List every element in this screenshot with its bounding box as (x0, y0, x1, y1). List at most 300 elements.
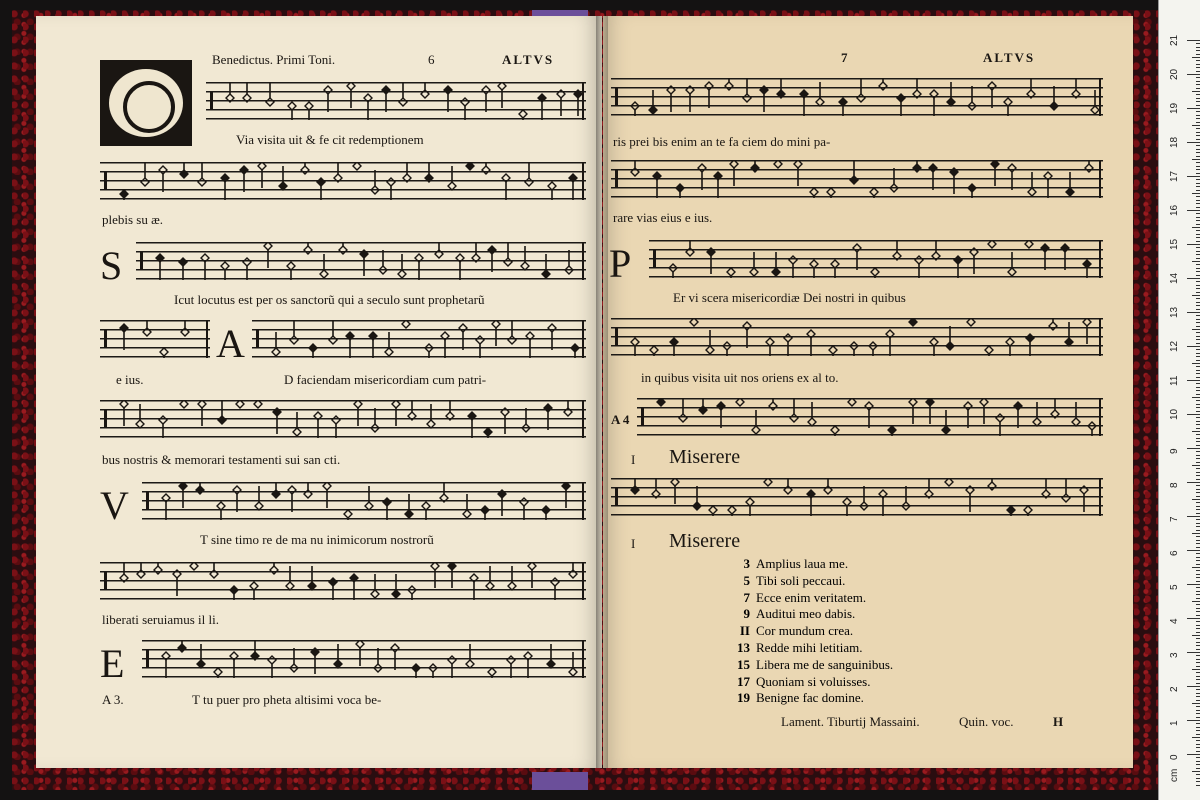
ruler-minor-tick (1196, 128, 1200, 129)
note-head (1041, 244, 1049, 252)
initial-S: S (100, 243, 123, 288)
note-head (425, 344, 433, 352)
note-head (1008, 164, 1016, 172)
ruler-minor-tick (1196, 557, 1200, 558)
ruler-minor-tick (1196, 506, 1200, 507)
ruler-minor-tick (1192, 159, 1200, 160)
ruler-number: 17 (1169, 170, 1180, 182)
notes-7 (100, 562, 586, 600)
note-head (179, 258, 187, 266)
ruler-minor-tick (1196, 662, 1200, 663)
note-head (371, 590, 379, 598)
ruler-minor-tick (1196, 404, 1200, 405)
note-head (266, 98, 274, 106)
ruler-minor-tick (1196, 747, 1200, 748)
note-head (159, 416, 167, 424)
ruler-minor-tick (1196, 247, 1200, 248)
ruler-minor-tick (1196, 71, 1200, 72)
note-head (831, 260, 839, 268)
note-head (308, 582, 316, 590)
note-head (670, 338, 678, 346)
note-head (649, 106, 657, 114)
ruler-minor-tick (1196, 560, 1200, 561)
voice-mark-left: A 3. (102, 692, 124, 707)
ruler-minor-tick (1192, 567, 1200, 568)
ruler-minor-tick (1196, 84, 1200, 85)
note-head (816, 98, 824, 106)
note-head (210, 570, 218, 578)
note-head (886, 330, 894, 338)
ruler-minor-tick (1196, 785, 1200, 786)
ruler-tick (1187, 618, 1200, 619)
staff-r6 (611, 478, 1103, 516)
ruler-minor-tick (1196, 608, 1200, 609)
note-head (743, 322, 751, 330)
ruler-minor-tick (1196, 438, 1200, 439)
ruler-number: 6 (1169, 550, 1180, 556)
note-head (504, 258, 512, 266)
ruler-tick (1187, 414, 1200, 415)
ruler-minor-tick (1196, 200, 1200, 201)
ruler-tick (1187, 278, 1200, 279)
clef-mark (615, 488, 618, 506)
ruler-minor-tick (1196, 77, 1200, 78)
note-head (574, 90, 582, 98)
note-head (243, 94, 251, 102)
note-head (160, 348, 168, 356)
note-head (686, 248, 694, 256)
note-head (925, 490, 933, 498)
note-head (707, 248, 715, 256)
note-head (631, 102, 639, 110)
note-head (486, 582, 494, 590)
ruler-minor-tick (1196, 693, 1200, 694)
bar-line (1099, 78, 1101, 116)
note-head (736, 398, 744, 406)
note-head (197, 660, 205, 668)
ruler-minor-tick (1196, 740, 1200, 741)
verse-text: Auditui meo dabis. (756, 606, 856, 622)
ruler-minor-tick (1196, 60, 1200, 61)
ruler-minor-tick (1196, 526, 1200, 527)
note-head (542, 270, 550, 278)
ruler-minor-tick (1196, 234, 1200, 235)
note-head (967, 318, 975, 326)
note-head (441, 332, 449, 340)
ruler-minor-tick (1196, 54, 1200, 55)
note-head (760, 86, 768, 94)
lyric-7: liberati seruiamus il li. (102, 612, 219, 627)
notes-r6 (611, 478, 1103, 516)
note-head (824, 486, 832, 494)
note-head (425, 174, 433, 182)
ruler-minor-tick (1196, 319, 1200, 320)
ruler-minor-tick (1196, 778, 1200, 779)
initial-P: P (609, 241, 632, 286)
note-head (988, 482, 996, 490)
note-head (709, 506, 717, 514)
ruler-minor-tick (1192, 601, 1200, 602)
ruler-minor-tick (1196, 696, 1200, 697)
note-head (482, 86, 490, 94)
ruler-minor-tick (1196, 111, 1200, 112)
ruler-minor-tick (1196, 581, 1200, 582)
ruler-minor-tick (1196, 530, 1200, 531)
ornamental-initial (100, 60, 192, 146)
note-head (240, 166, 248, 174)
staff-r1 (611, 78, 1103, 116)
note-head (288, 486, 296, 494)
note-head (1042, 490, 1050, 498)
ruler-minor-tick (1196, 383, 1200, 384)
note-head (653, 172, 661, 180)
ruler-minor-tick (1196, 757, 1200, 758)
note-head (305, 102, 313, 110)
lyric-3: Icut locutus est per os sanctorũ qui a seculo sunt prophetarũ (174, 292, 485, 307)
note-head (860, 502, 868, 510)
ruler-minor-tick (1196, 509, 1200, 510)
note-head (669, 264, 677, 272)
ruler-minor-tick (1196, 689, 1200, 690)
note-head (371, 186, 379, 194)
note-head (354, 400, 362, 408)
ruler-minor-tick (1196, 472, 1200, 473)
staff-5 (100, 400, 586, 438)
note-head (1007, 506, 1015, 514)
ruler-minor-tick (1196, 489, 1200, 490)
ruler-minor-tick (1196, 166, 1200, 167)
ruler-tick (1187, 210, 1200, 211)
note-head (964, 402, 972, 410)
note-head (706, 346, 714, 354)
note-head (723, 342, 731, 350)
note-head (954, 256, 962, 264)
lyric-8: T tu puer pro pheta altisimi voca be- (192, 692, 382, 707)
note-head (1091, 106, 1099, 114)
note-head (214, 668, 222, 676)
left-header-title: Benedictus. Primi Toni. (212, 52, 336, 67)
ruler-number: 9 (1169, 448, 1180, 454)
note-head (850, 342, 858, 350)
ruler-minor-tick (1196, 105, 1200, 106)
ruler-minor-tick (1192, 227, 1200, 228)
ruler-minor-tick (1196, 356, 1200, 357)
ruler-minor-tick (1196, 774, 1200, 775)
ruler-number: 19 (1169, 102, 1180, 114)
ruler-minor-tick (1196, 564, 1200, 565)
ruler-minor-tick (1196, 411, 1200, 412)
ruler-minor-tick (1196, 761, 1200, 762)
ruler-minor-tick (1192, 499, 1200, 500)
note-head (800, 90, 808, 98)
clef-mark (615, 88, 618, 106)
note-head (476, 336, 484, 344)
notes-4b (252, 320, 586, 358)
note-head (226, 94, 234, 102)
ruler-minor-tick (1196, 547, 1200, 548)
note-head (141, 178, 149, 186)
ruler-number: 12 (1169, 340, 1180, 352)
voice-mark-right: A 4 (611, 412, 630, 427)
ruler-minor-tick (1196, 50, 1200, 51)
ruler-minor-tick (1196, 101, 1200, 102)
ruler-minor-tick (1196, 700, 1200, 701)
ruler-tick (1187, 40, 1200, 41)
note-head (422, 502, 430, 510)
note-head (448, 182, 456, 190)
note-head (784, 486, 792, 494)
verse-number: 9 (743, 606, 750, 622)
note-head (538, 94, 546, 102)
ruler-minor-tick (1196, 139, 1200, 140)
lyric-r6: Miserere (669, 530, 741, 552)
ruler-minor-tick (1196, 302, 1200, 303)
ruler-minor-tick (1196, 186, 1200, 187)
note-head (865, 402, 873, 410)
ruler-minor-tick (1196, 598, 1200, 599)
ruler-minor-tick (1196, 264, 1200, 265)
ruler-minor-tick (1196, 591, 1200, 592)
verse-row (722, 674, 893, 691)
note-head (258, 162, 266, 170)
clef-mark (104, 572, 107, 590)
note-head (446, 412, 454, 420)
note-head (365, 502, 373, 510)
ruler-minor-tick (1196, 190, 1200, 191)
ruler-minor-tick (1196, 349, 1200, 350)
ruler-minor-tick (1196, 230, 1200, 231)
note-head (448, 656, 456, 664)
ruler-number: 10 (1169, 408, 1180, 420)
note-head (190, 562, 198, 570)
note-head (120, 574, 128, 582)
note-head (383, 498, 391, 506)
note-head (334, 660, 342, 668)
staff-1 (206, 82, 586, 120)
note-head (498, 490, 506, 498)
note-head (255, 502, 263, 510)
note-head (178, 644, 186, 652)
notes-1 (206, 82, 586, 120)
note-head (156, 254, 164, 262)
bar-line (1099, 318, 1101, 356)
staff-6 (142, 482, 586, 520)
note-head (915, 256, 923, 264)
note-head (909, 398, 917, 406)
note-head (746, 498, 754, 506)
note-head (631, 338, 639, 346)
note-head (947, 98, 955, 106)
ruler-minor-tick (1196, 621, 1200, 622)
note-head (557, 90, 565, 98)
ruler-minor-tick (1196, 156, 1200, 157)
note-head (323, 482, 331, 490)
ruler-minor-tick (1196, 275, 1200, 276)
notes-r5 (637, 398, 1103, 436)
note-head (435, 250, 443, 258)
note-head (304, 490, 312, 498)
note-head (794, 160, 802, 168)
ruler-minor-tick (1192, 363, 1200, 364)
ruler-minor-tick (1192, 431, 1200, 432)
note-head (790, 414, 798, 422)
note-head (893, 252, 901, 260)
note-head (444, 86, 452, 94)
note-head (421, 90, 429, 98)
note-head (1028, 188, 1036, 196)
clef-mark (140, 252, 143, 270)
ruler-minor-tick (1196, 519, 1200, 520)
note-head (272, 490, 280, 498)
note-head (392, 400, 400, 408)
note-head (461, 98, 469, 106)
ruler-minor-tick (1196, 387, 1200, 388)
note-head (429, 664, 437, 672)
note-head (329, 578, 337, 586)
ruler-minor-tick (1196, 553, 1200, 554)
ruler-minor-tick (1196, 645, 1200, 646)
note-head (398, 270, 406, 278)
ruler-minor-tick (1196, 540, 1200, 541)
note-head (569, 668, 577, 676)
note-head (456, 254, 464, 262)
note-head (789, 256, 797, 264)
ruler-minor-tick (1196, 373, 1200, 374)
verse-row (722, 640, 893, 657)
note-head (371, 424, 379, 432)
note-head (254, 400, 262, 408)
note-head (334, 174, 342, 182)
ruler-minor-tick (1196, 768, 1200, 769)
ruler-minor-tick (1196, 523, 1200, 524)
lyric-1: Via visita uit & fe cit redemptionem (236, 132, 424, 147)
note-head (714, 172, 722, 180)
lyric-5: bus nostris & memorari testamenti sui san cti. (102, 452, 341, 467)
note-head (385, 348, 393, 356)
ruler-number: 13 (1169, 306, 1180, 318)
ruler-number: 8 (1169, 482, 1180, 488)
ruler-number: 0 (1169, 754, 1180, 760)
note-head (279, 182, 287, 190)
note-head (810, 188, 818, 196)
ruler-minor-tick (1196, 781, 1200, 782)
ribbon-bottom (532, 772, 588, 790)
note-head (769, 402, 777, 410)
staff-r3 (649, 240, 1103, 278)
staff-4a (100, 320, 210, 358)
book-gutter (596, 16, 608, 768)
ruler-number: 4 (1169, 618, 1180, 624)
note-head (273, 408, 281, 416)
ruler-tick (1187, 720, 1200, 721)
note-head (926, 398, 934, 406)
ruler-number: 20 (1169, 68, 1180, 80)
ruler-minor-tick (1196, 285, 1200, 286)
lyric-r1: ris prei bis enim an te fa ciem do mini pa- (613, 134, 831, 149)
note-head (466, 660, 474, 668)
note-head (293, 428, 301, 436)
staff-3 (136, 242, 586, 280)
ruler-minor-tick (1196, 115, 1200, 116)
note-head (774, 160, 782, 168)
ruler-tick (1187, 550, 1200, 551)
note-head (1083, 260, 1091, 268)
ruler-minor-tick (1196, 292, 1200, 293)
ruler-tick (1187, 176, 1200, 177)
ruler-minor-tick (1192, 533, 1200, 534)
note-head (871, 268, 879, 276)
notes-r1 (611, 78, 1103, 116)
ruler-minor-tick (1196, 271, 1200, 272)
ruler-minor-tick (1196, 390, 1200, 391)
note-head (950, 168, 958, 176)
note-head (1066, 188, 1074, 196)
staff-8 (142, 640, 586, 678)
note-head (181, 328, 189, 336)
ruler-minor-tick (1196, 458, 1200, 459)
left-page (36, 16, 602, 768)
note-head (810, 260, 818, 268)
ruler-minor-tick (1196, 305, 1200, 306)
note-head (408, 412, 416, 420)
ruler-minor-tick (1196, 496, 1200, 497)
note-head (484, 428, 492, 436)
verse-row (722, 573, 893, 590)
note-head (525, 178, 533, 186)
note-head (468, 412, 476, 420)
note-head (524, 652, 532, 660)
note-head (492, 320, 500, 328)
note-head (408, 586, 416, 594)
ruler-minor-tick (1196, 217, 1200, 218)
ruler-minor-tick (1196, 679, 1200, 680)
verse-number: 13 (737, 639, 750, 655)
signature-mark: H (1053, 714, 1064, 729)
note-head (508, 582, 516, 590)
bar-line (582, 400, 584, 438)
note-head (374, 664, 382, 672)
ruler-minor-tick (1196, 237, 1200, 238)
note-head (869, 342, 877, 350)
clef-mark (104, 172, 107, 190)
note-head (482, 166, 490, 174)
ruler-tick (1187, 74, 1200, 75)
note-head (725, 82, 733, 90)
note-head (481, 506, 489, 514)
note-head (879, 490, 887, 498)
ruler-minor-tick (1192, 635, 1200, 636)
note-head (243, 258, 251, 266)
clef-mark (146, 650, 149, 668)
note-head (311, 648, 319, 656)
note-head (913, 164, 921, 172)
ruler-minor-tick (1196, 455, 1200, 456)
note-head (472, 254, 480, 262)
ruler-minor-tick (1196, 220, 1200, 221)
note-head (353, 162, 361, 170)
note-head (542, 506, 550, 514)
note-head (399, 98, 407, 106)
note-head (1062, 494, 1070, 502)
note-head (154, 566, 162, 574)
ruler-minor-tick (1196, 604, 1200, 605)
ruler-minor-tick (1196, 169, 1200, 170)
ruler-minor-tick (1196, 659, 1200, 660)
note-head (727, 268, 735, 276)
note-head (890, 184, 898, 192)
ruler-minor-tick (1196, 332, 1200, 333)
lyric-r3: Er vi scera misericordiæ Dei nostri in quibus (673, 290, 906, 305)
